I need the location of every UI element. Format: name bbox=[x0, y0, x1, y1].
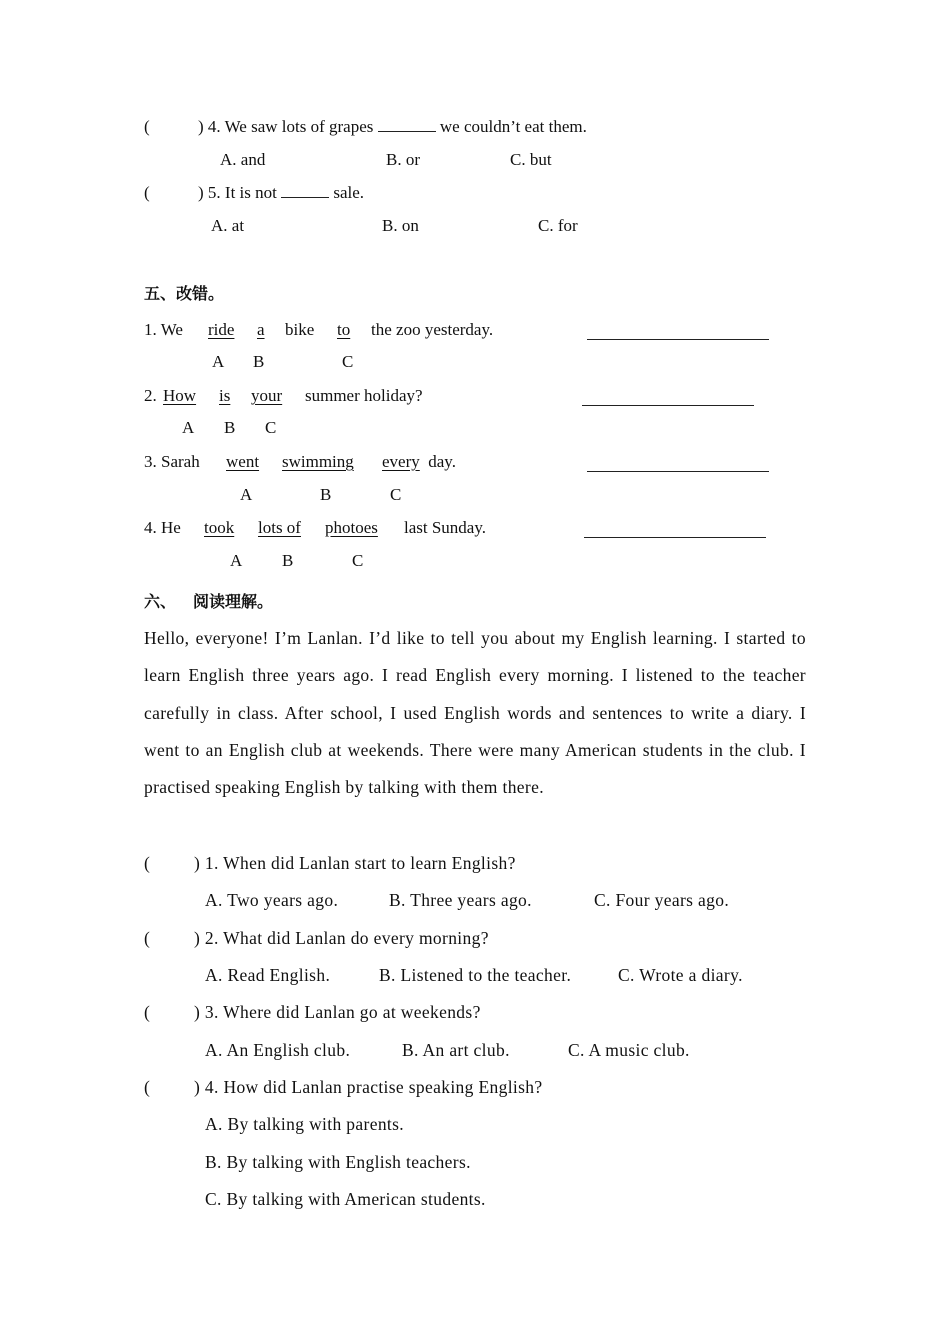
correction-3-tail: day. bbox=[424, 452, 456, 471]
reading-question-4-option-c: C. By talking with American students. bbox=[205, 1189, 486, 1209]
reading-question-3-text: ) 3. Where did Lanlan go at weekends? bbox=[194, 1002, 481, 1022]
correction-4-word-took[interactable]: took bbox=[204, 518, 235, 537]
correction-3-label-b: B bbox=[320, 485, 332, 504]
question-5-option-b: B. on bbox=[382, 216, 419, 235]
correction-1-label-c: C bbox=[342, 352, 354, 371]
correction-3-answer-line[interactable] bbox=[587, 471, 769, 472]
correction-1-word-bike: bike bbox=[285, 320, 315, 339]
reading-question-1-option-a: A. Two years ago. bbox=[205, 890, 339, 910]
correction-3-word-every[interactable]: every bbox=[382, 452, 420, 471]
correction-2-label-b: B bbox=[224, 418, 236, 437]
question-5-paren[interactable]: ( bbox=[144, 183, 150, 202]
reading-question-4-text: ) 4. How did Lanlan practise speaking English? bbox=[194, 1077, 543, 1097]
correction-1-num: 1. We bbox=[144, 320, 183, 339]
reading-question-4-option-b: B. By talking with English teachers. bbox=[205, 1152, 471, 1172]
correction-2-word-is[interactable]: is bbox=[219, 386, 231, 405]
reading-question-3-paren[interactable]: ( bbox=[144, 1002, 150, 1022]
question-4-rest: we couldn’t eat them. bbox=[435, 117, 587, 136]
question-4-option-c: C. but bbox=[510, 150, 552, 169]
question-4-blank[interactable] bbox=[378, 117, 436, 132]
correction-4-answer-line[interactable] bbox=[584, 537, 766, 538]
correction-1-label-a: A bbox=[212, 352, 225, 371]
section-6-heading: 阅读理解。 bbox=[193, 592, 274, 611]
correction-2-num: 2. bbox=[144, 386, 157, 405]
correction-2-word-your[interactable]: your bbox=[251, 386, 283, 405]
reading-question-1-option-b: B. Three years ago. bbox=[389, 890, 532, 910]
question-4-paren[interactable]: ( bbox=[144, 117, 150, 136]
correction-1-label-b: B bbox=[253, 352, 265, 371]
correction-3-word-went[interactable]: went bbox=[226, 452, 260, 471]
reading-question-3-option-c: C. A music club. bbox=[568, 1040, 690, 1060]
correction-2-tail: summer holiday? bbox=[305, 386, 423, 405]
reading-question-1-paren[interactable]: ( bbox=[144, 853, 150, 873]
section-5-heading: 五、改错。 bbox=[144, 284, 225, 303]
correction-4-label-c: C bbox=[352, 551, 364, 570]
correction-1-tail: the zoo yesterday. bbox=[371, 320, 494, 339]
reading-question-2-option-a: A. Read English. bbox=[205, 965, 331, 985]
question-4-option-a: A. and bbox=[220, 150, 266, 169]
reading-passage: Hello, everyone! I’m Lanlan. I’d like to tell you about my English learning. I started to learn English three years ago. I read English every morning. I listened to the teacher carefully in class. After school, I used English words and sentences to write a diary. I went to an English club at weekends. There were many American students in the club. I practised speaking English by talking with them there. bbox=[144, 628, 806, 798]
reading-question-2-paren[interactable]: ( bbox=[144, 928, 150, 948]
correction-3-word-swimming[interactable]: swimming bbox=[282, 452, 354, 471]
question-5-stem bbox=[198, 183, 364, 203]
correction-4-tail: last Sunday. bbox=[404, 518, 487, 537]
correction-4-label-b: B bbox=[282, 551, 294, 570]
section-6-heading-num: 六、 bbox=[144, 592, 177, 611]
reading-question-1-text: ) 1. When did Lanlan start to learn English? bbox=[194, 853, 516, 873]
correction-4-word-lots-of[interactable]: lots of bbox=[258, 518, 301, 537]
correction-2-label-c: C bbox=[265, 418, 277, 437]
reading-question-3-option-a: A. An English club. bbox=[205, 1040, 351, 1060]
correction-2-word-how[interactable]: How bbox=[163, 386, 197, 405]
correction-3-label-a: A bbox=[240, 485, 253, 504]
correction-2-answer-line[interactable] bbox=[582, 405, 754, 406]
correction-1-word-to[interactable]: to bbox=[337, 320, 351, 339]
reading-question-4-option-a: A. By talking with parents. bbox=[205, 1114, 405, 1134]
question-4-text: ) 4. We saw lots of grapes bbox=[198, 117, 374, 136]
question-5-blank[interactable] bbox=[281, 183, 329, 198]
reading-question-2-text: ) 2. What did Lanlan do every morning? bbox=[194, 928, 489, 948]
correction-4-word-photoes[interactable]: photoes bbox=[325, 518, 378, 537]
reading-question-2-option-c: C. Wrote a diary. bbox=[618, 965, 743, 985]
correction-4-label-a: A bbox=[230, 551, 243, 570]
correction-1-answer-line[interactable] bbox=[587, 339, 769, 340]
reading-question-4-paren[interactable]: ( bbox=[144, 1077, 150, 1097]
question-5-text: ) 5. It is not bbox=[198, 183, 277, 202]
question-4-stem bbox=[198, 117, 587, 137]
correction-3-label-c: C bbox=[390, 485, 402, 504]
reading-question-3-option-b: B. An art club. bbox=[402, 1040, 510, 1060]
reading-question-2-option-b: B. Listened to the teacher. bbox=[379, 965, 572, 985]
correction-1-word-a[interactable]: a bbox=[257, 320, 265, 339]
question-5-rest: sale. bbox=[329, 183, 365, 202]
correction-1-word-ride[interactable]: ride bbox=[208, 320, 235, 339]
correction-2-label-a: A bbox=[182, 418, 195, 437]
question-4-option-b: B. or bbox=[386, 150, 420, 169]
correction-4-num: 4. He bbox=[144, 518, 181, 537]
question-5-option-a: A. at bbox=[211, 216, 245, 235]
question-5-option-c: C. for bbox=[538, 216, 578, 235]
correction-3-num: 3. Sarah bbox=[144, 452, 200, 471]
reading-question-1-option-c: C. Four years ago. bbox=[594, 890, 730, 910]
